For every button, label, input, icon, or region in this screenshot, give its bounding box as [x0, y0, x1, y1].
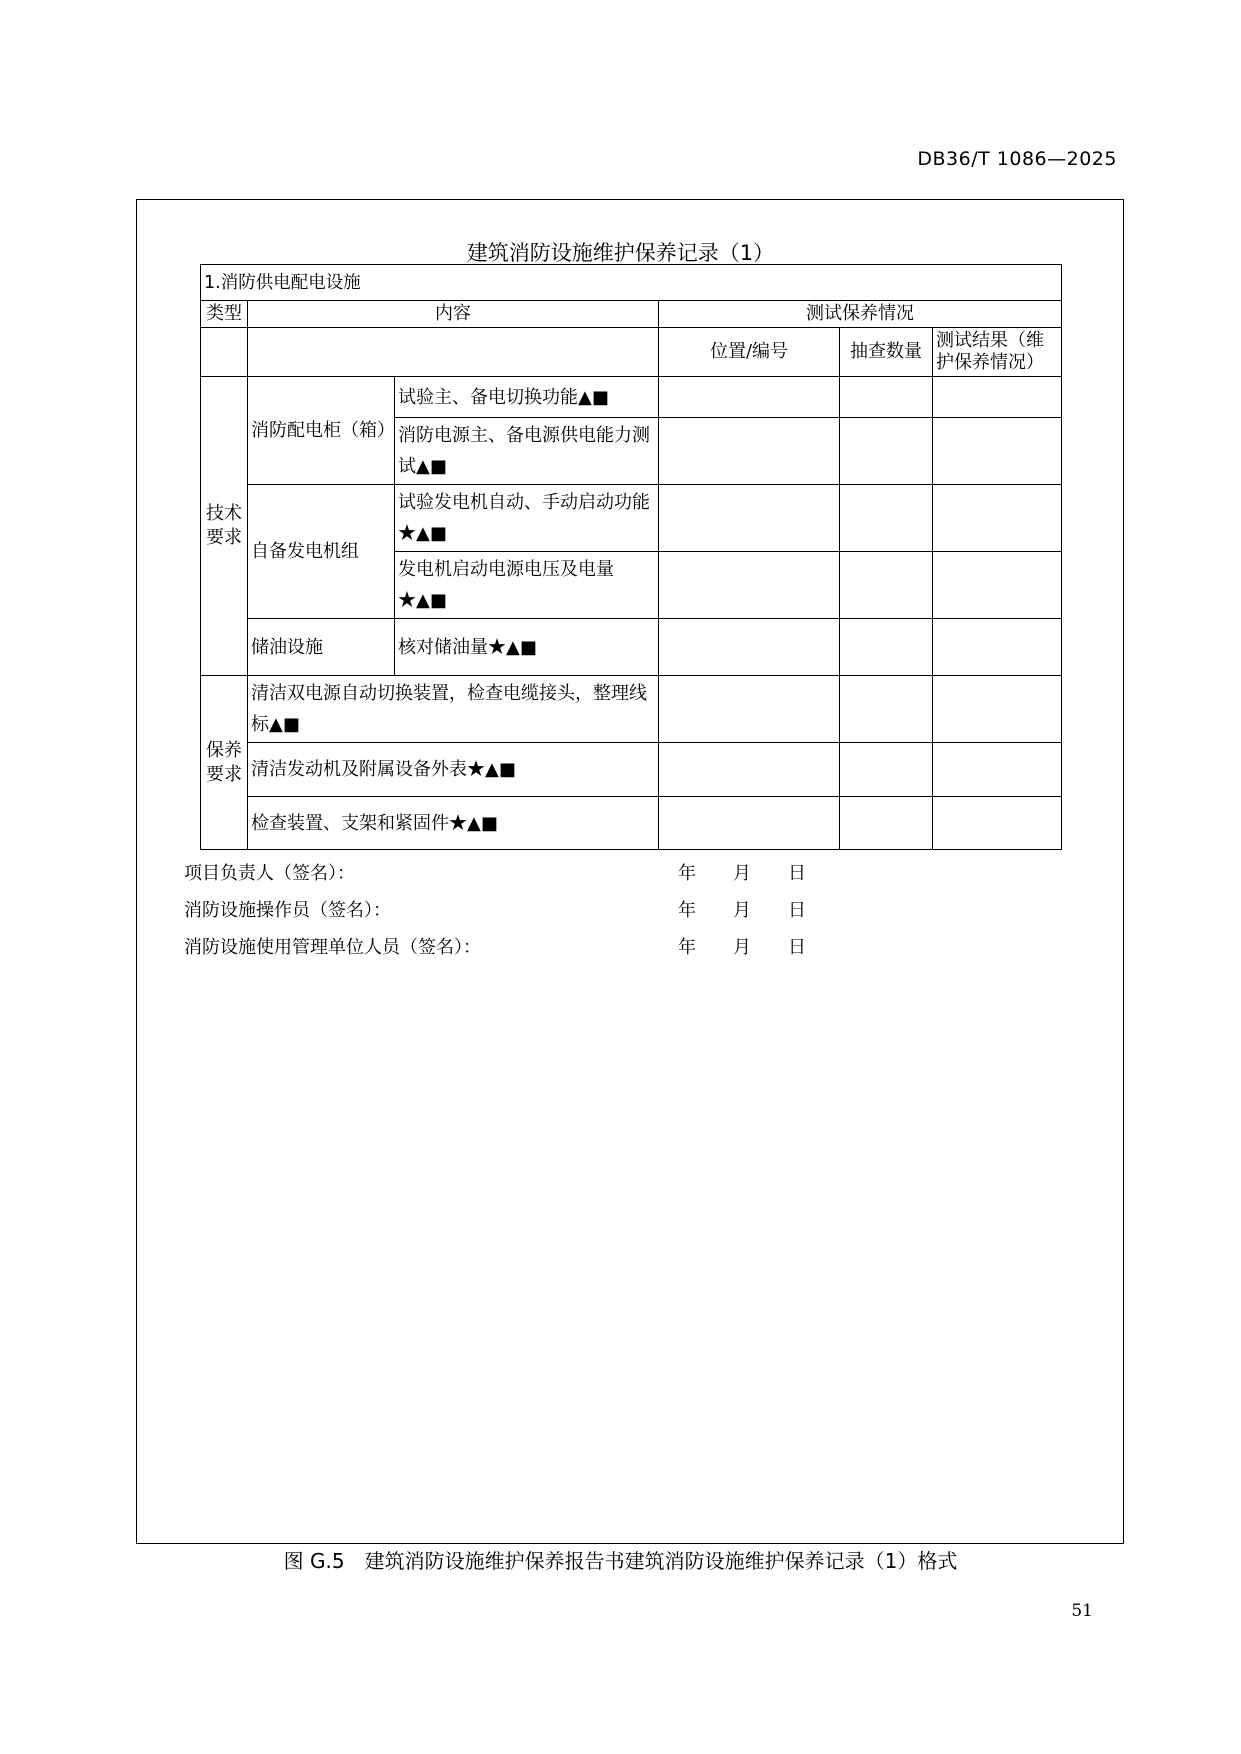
input-cell[interactable] [933, 377, 1062, 418]
input-cell[interactable] [840, 797, 933, 850]
figure-caption: 图 G.5 建筑消防设施维护保养报告书建筑消防设施维护保养记录（1）格式 [283, 1549, 958, 1573]
signature-date: 年 月 日 [678, 900, 806, 921]
input-cell[interactable] [840, 676, 933, 743]
col-sample-header: 抽查数量 [840, 328, 933, 377]
signature-management-unit: 消防设施使用管理单位人员（签名）： [184, 937, 481, 958]
signature-project-leader: 项目负责人（签名）： [184, 863, 355, 884]
input-cell[interactable] [933, 552, 1062, 619]
input-cell[interactable] [659, 418, 840, 485]
input-cell[interactable] [840, 377, 933, 418]
document-code: DB36/T 1086—2025 [917, 148, 1117, 170]
input-cell[interactable] [659, 676, 840, 743]
input-cell[interactable] [933, 676, 1062, 743]
item-text: 试验发电机自动、手动启动功能★▲■ [395, 485, 659, 552]
group-name: 自备发电机组 [248, 485, 395, 619]
empty-cell [248, 328, 659, 377]
item-text: 清洁发动机及附属设备外表★▲■ [248, 743, 659, 797]
type-maint: 保养要求 [201, 676, 248, 850]
form-title: 建筑消防设施维护保养记录（1） [466, 241, 775, 265]
input-cell[interactable] [659, 485, 840, 552]
input-cell[interactable] [933, 619, 1062, 676]
input-cell[interactable] [659, 619, 840, 676]
item-text: 清洁双电源自动切换装置，检查电缆接头，整理线标▲■ [248, 676, 659, 743]
input-cell[interactable] [933, 418, 1062, 485]
input-cell[interactable] [933, 797, 1062, 850]
input-cell[interactable] [933, 743, 1062, 797]
input-cell[interactable] [659, 743, 840, 797]
maintenance-record-table [200, 264, 1062, 850]
input-cell[interactable] [840, 552, 933, 619]
col-result-header: 测试结果（维护保养情况） [933, 328, 1062, 377]
item-text: 检查装置、支架和紧固件★▲■ [248, 797, 659, 850]
signature-date: 年 月 日 [678, 937, 806, 958]
input-cell[interactable] [840, 743, 933, 797]
input-cell[interactable] [659, 552, 840, 619]
item-text: 消防电源主、备电源供电能力测试▲■ [395, 418, 659, 485]
signature-operator: 消防设施操作员（签名）： [184, 900, 391, 921]
col-type-header: 类型 [201, 301, 248, 328]
empty-cell [201, 328, 248, 377]
col-test-header: 测试保养情况 [659, 301, 1062, 328]
col-location-header: 位置/编号 [659, 328, 840, 377]
col-content-header: 内容 [248, 301, 659, 328]
type-tech: 技术要求 [201, 377, 248, 676]
signature-date: 年 月 日 [678, 863, 806, 884]
item-text: 试验主、备电切换功能▲■ [395, 377, 659, 418]
item-text: 发电机启动电源电压及电量★▲■ [395, 552, 659, 619]
input-cell[interactable] [933, 485, 1062, 552]
page-number: 51 [1071, 1601, 1093, 1621]
section-title: 1.消防供电配电设施 [201, 265, 1062, 301]
group-name: 消防配电柜（箱） [248, 377, 395, 485]
item-text: 核对储油量★▲■ [395, 619, 659, 676]
input-cell[interactable] [840, 485, 933, 552]
input-cell[interactable] [840, 619, 933, 676]
input-cell[interactable] [659, 797, 840, 850]
input-cell[interactable] [840, 418, 933, 485]
group-name: 储油设施 [248, 619, 395, 676]
input-cell[interactable] [659, 377, 840, 418]
